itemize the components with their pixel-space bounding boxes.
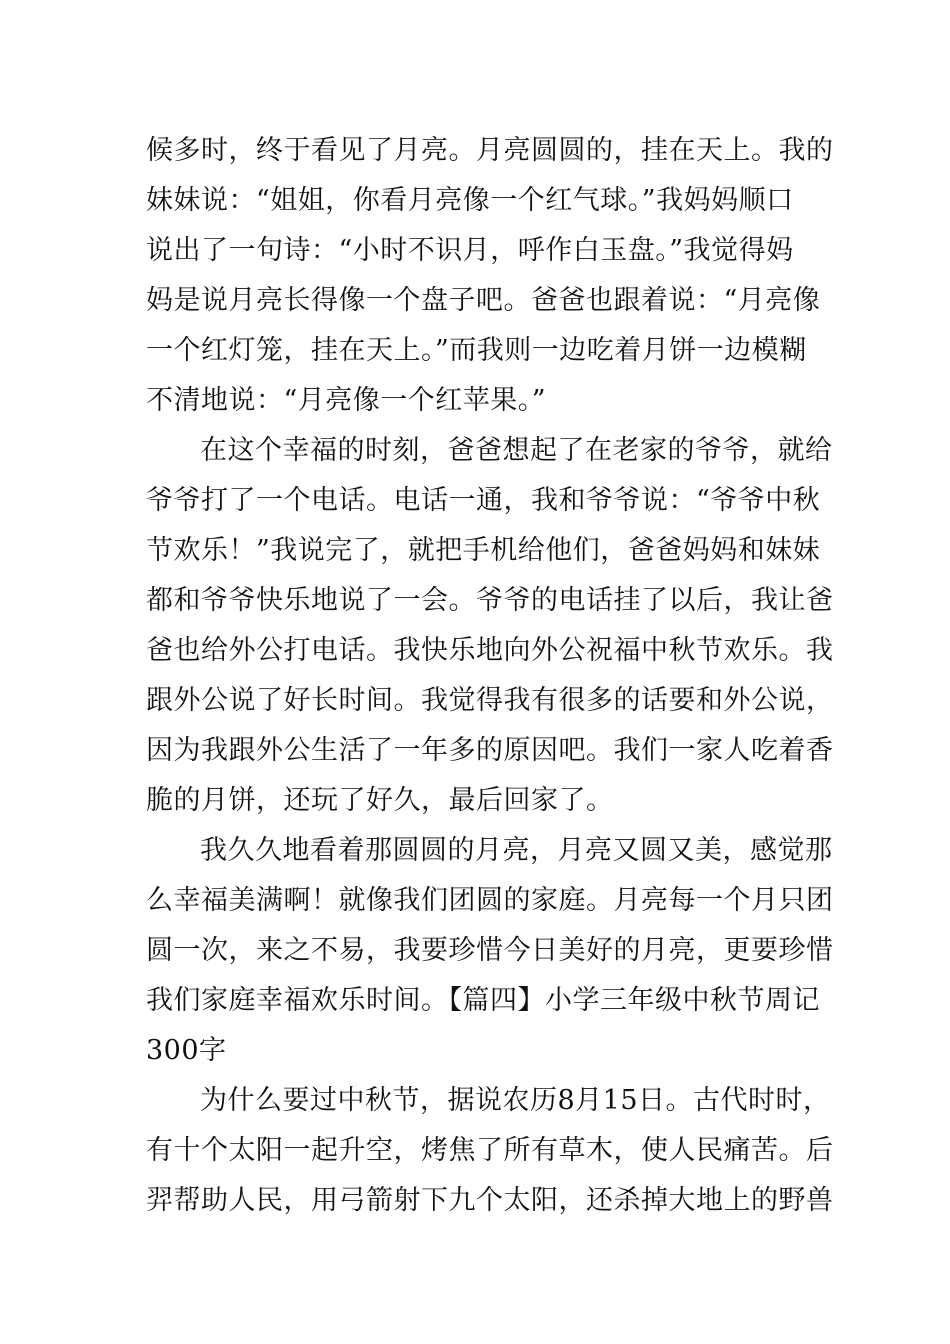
text-line: 说出了一句诗：“小时不识月，呼作白玉盘。”我觉得妈 [146, 235, 794, 266]
text-line: 因为我跟外公生活了一年多的原因吧。我们一家人吃着香 [146, 735, 834, 766]
text-line: 圆一次，来之不易，我要珍惜今日美好的月亮，更要珍惜 [146, 935, 834, 966]
text-line: 节欢乐！”我说完了，就把手机给他们，爸爸妈妈和妹妹 [146, 535, 821, 566]
body-text [146, 126, 834, 1226]
paragraph-start-line: 我久久地看着那圆圆的月亮，月亮又圆又美，感觉那 [200, 835, 833, 866]
text-line: 我们家庭幸福欢乐时间。【篇四】小学三年级中秋节周记 [146, 985, 820, 1016]
text-line: 爷爷打了一个电话。电话一通，我和爷爷说：“爷爷中秋 [146, 485, 821, 516]
text-line: 不清地说：“月亮像一个红苹果。” [146, 385, 547, 416]
text-line: 脆的月饼，还玩了好久，最后回家了。 [146, 785, 614, 816]
paragraph-start-line: 为什么要过中秋节，据说农历8月15日。古代时时， [200, 1085, 831, 1116]
paragraph-start-line: 在这个幸福的时刻，爸爸想起了在老家的爷爷，就给 [200, 435, 833, 466]
text-line: 么幸福美满啊！就像我们团圆的家庭。月亮每一个月只团 [146, 885, 834, 916]
text-line: 羿帮助人民，用弓箭射下九个太阳，还杀掉大地上的野兽 [146, 1185, 834, 1216]
text-line: 都和爷爷快乐地说了一会。爷爷的电话挂了以后，我让爸 [146, 585, 834, 616]
text-line: 候多时，终于看见了月亮。月亮圆圆的，挂在天上。我的 [146, 135, 834, 166]
text-line: 跟外公说了好长时间。我觉得我有很多的话要和外公说， [146, 685, 834, 716]
text-line: 有十个太阳一起升空，烤焦了所有草木，使人民痛苦。后 [146, 1135, 834, 1166]
text-line: 300字 [146, 1035, 227, 1066]
text-line: 妈是说月亮长得像一个盘子吧。爸爸也跟着说：“月亮像 [146, 285, 821, 316]
text-line: 一个红灯笼，挂在天上。”而我则一边吃着月饼一边模糊 [146, 335, 807, 366]
text-line: 妹妹说：“姐姐，你看月亮像一个红气球。”我妈妈顺口 [146, 185, 794, 216]
text-line: 爸也给外公打电话。我快乐地向外公祝福中秋节欢乐。我 [146, 635, 834, 666]
